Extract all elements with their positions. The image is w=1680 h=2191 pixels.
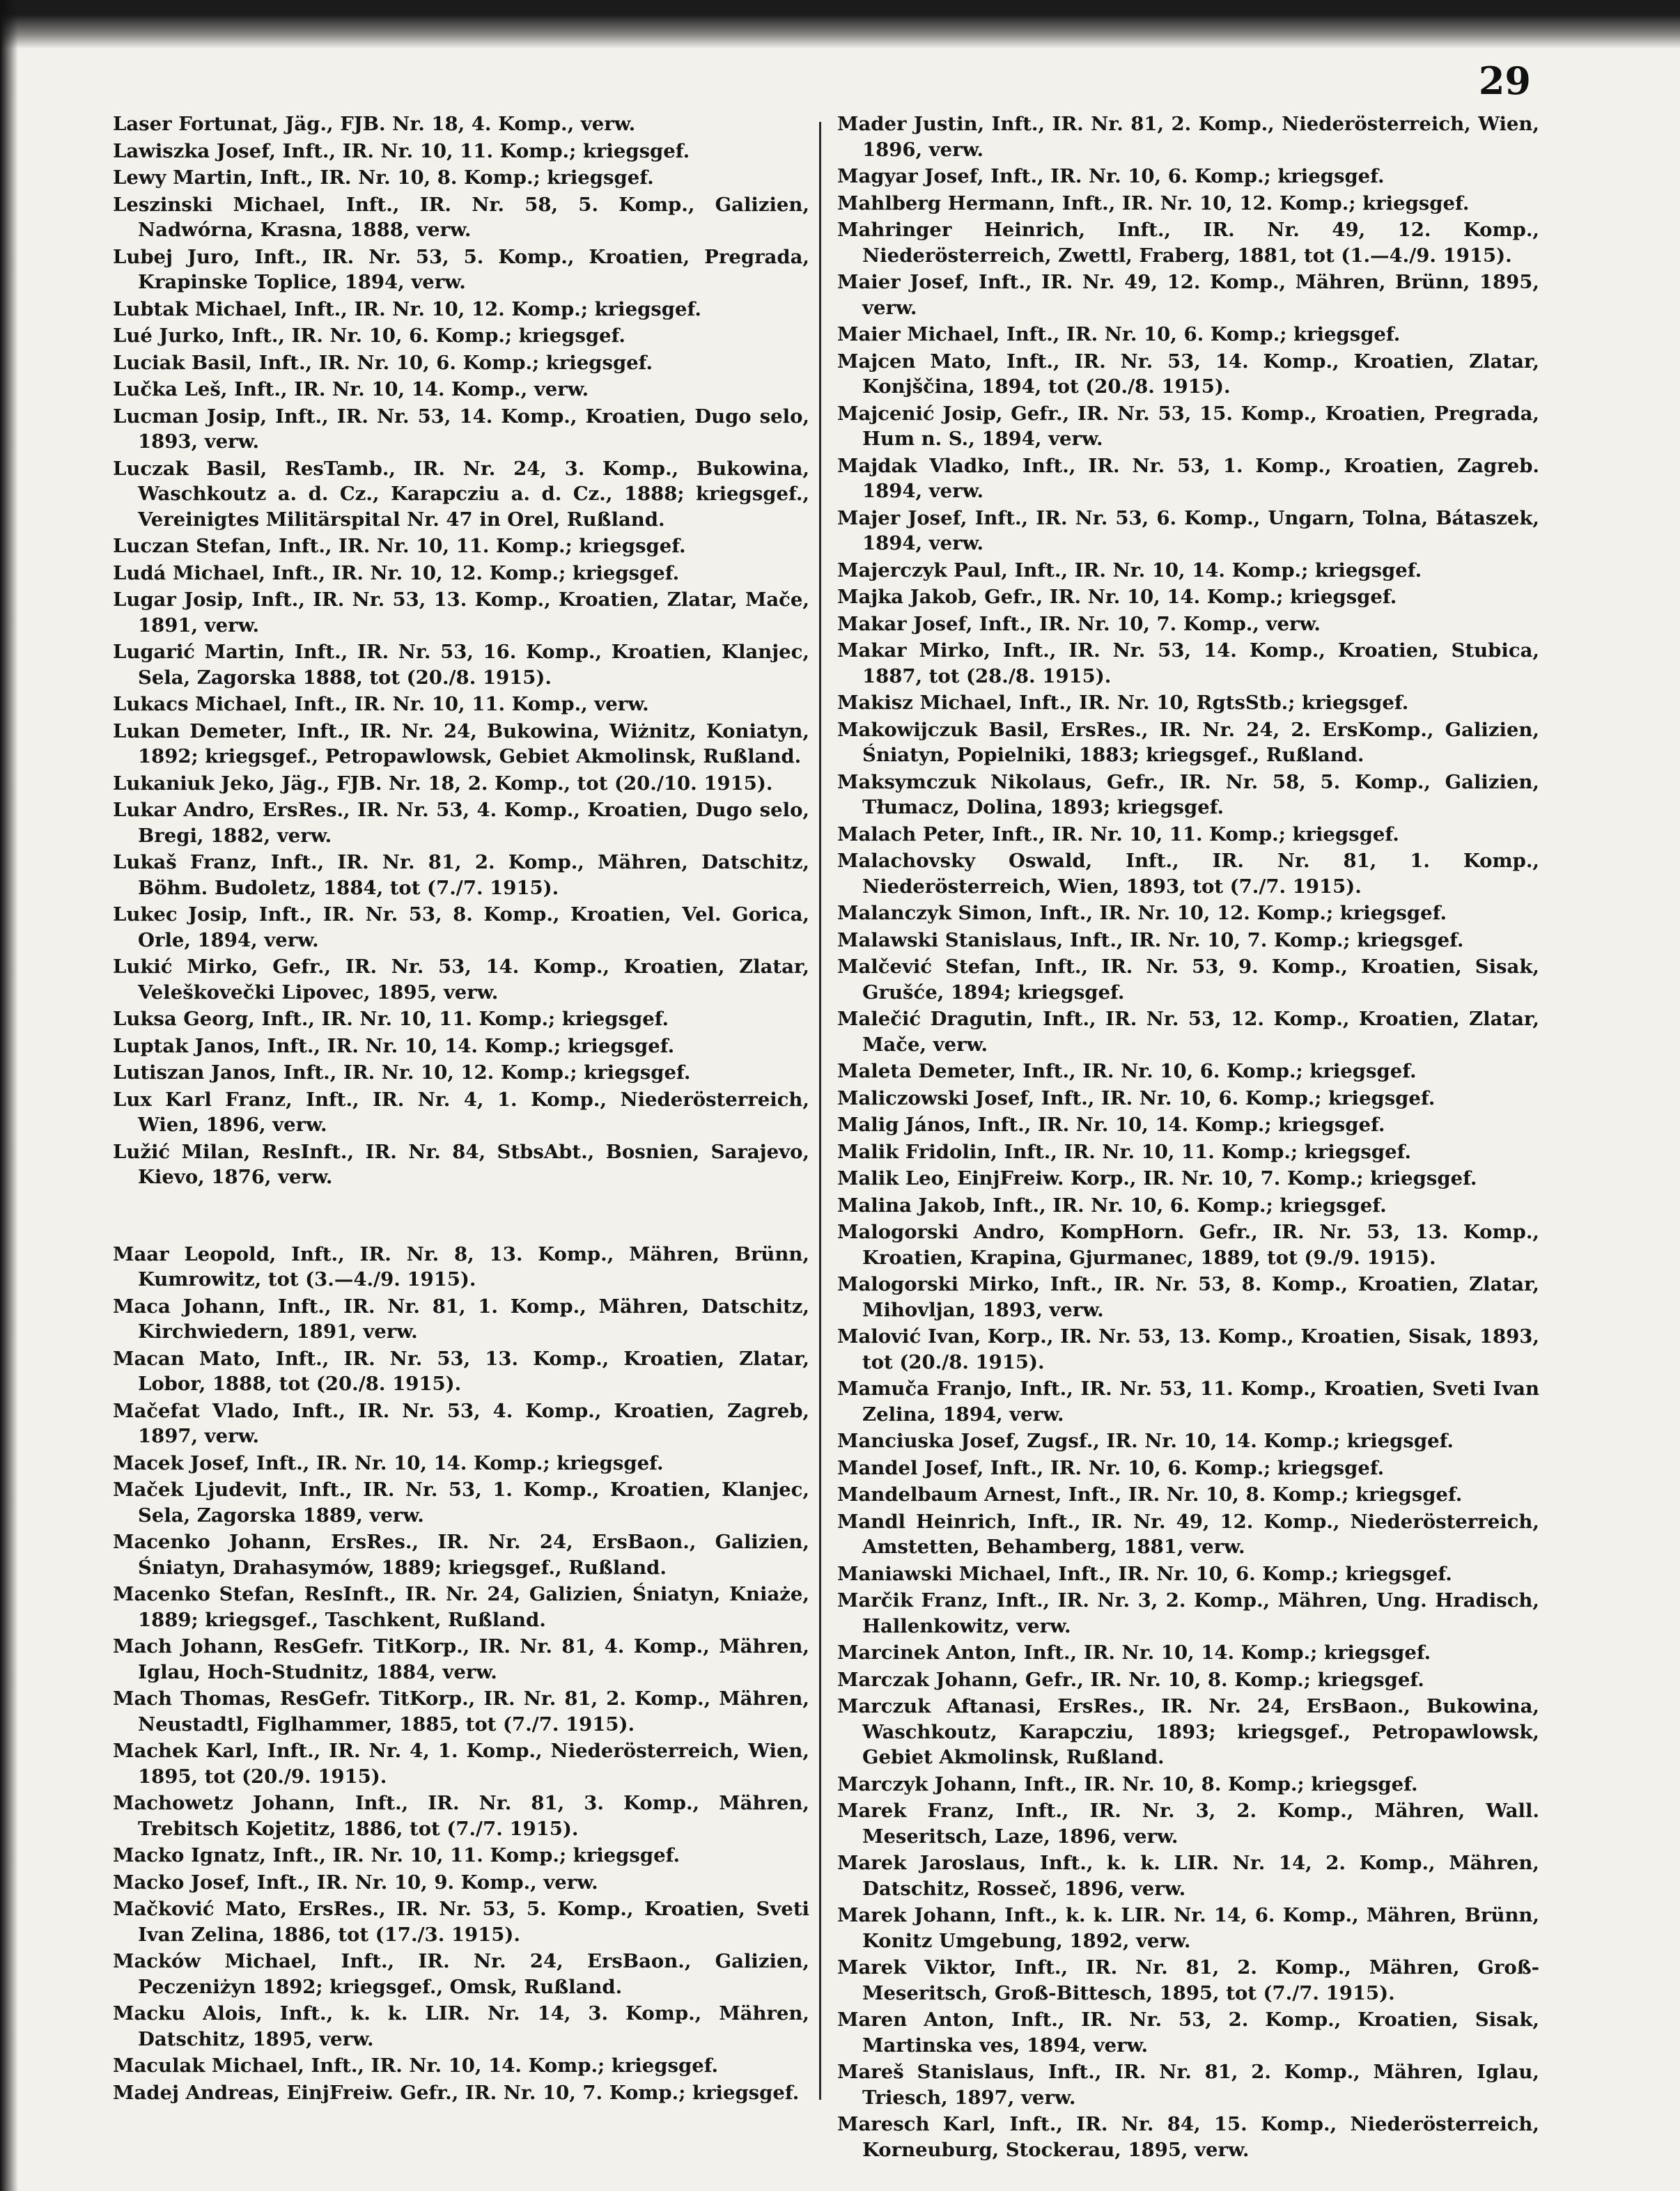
- list-entry: [113, 1398, 809, 1449]
- list-entry: [837, 1112, 1539, 1138]
- list-entry: [837, 1059, 1539, 1084]
- entry-details: Josef, Inft., IR. Nr. 10, 6. Komp.; kriegsgef.: [975, 1086, 1436, 1109]
- list-entry: [113, 1529, 809, 1580]
- list-entry: [837, 1772, 1539, 1798]
- entry-details: Stanislaus, Inft., IR. Nr. 10, 7. Komp.; kriegsgef.: [944, 928, 1464, 951]
- list-entry: [837, 638, 1539, 689]
- entry-details: Johann, Inft., IR. Nr. 81, 1. Komp., Mähren, Datschitz, Kirchwiedern, 1891, verw.: [138, 1295, 809, 1343]
- column-divider: [819, 122, 821, 2100]
- entry-surname: Lukaš: [113, 851, 177, 873]
- entry-surname: Magyar: [837, 165, 918, 187]
- entry-surname: Malig: [837, 1114, 899, 1136]
- entry-surname: Majcenić: [837, 402, 935, 425]
- entry-surname: Makar: [837, 612, 907, 635]
- list-entry: [837, 1588, 1539, 1639]
- entry-details: Stefan, Inft., IR. Nr. 10, 11. Komp.; kriegsgef.: [196, 535, 686, 557]
- entry-surname: Majka: [837, 586, 904, 608]
- entry-surname: Malach: [837, 822, 917, 845]
- entry-surname: Lukec: [113, 903, 178, 926]
- entry-details: Janos, Inft., IR. Nr. 10, 12. Komp.; kriegsgef.: [210, 1061, 691, 1084]
- list-entry: [113, 1242, 809, 1293]
- entry-surname: Luksa: [113, 1008, 177, 1030]
- list-entry: [113, 719, 809, 770]
- entry-details: Alois, Inft., k. k. LIR. Nr. 14, 3. Komp., Mähren, Datschitz, 1895, verw.: [138, 2002, 809, 2050]
- entry-details: Ljudevit, Inft., IR. Nr. 53, 1. Komp., Kroatien, Klanjec, Sela, Zagorska 1889, verw.: [138, 1479, 809, 1527]
- entry-surname: Lugarić: [113, 641, 196, 663]
- entry-details: Oswald, Inft., IR. Nr. 81, 1. Komp., Niederösterreich, Wien, 1893, tot (7./7. 1915).: [862, 850, 1539, 898]
- list-entry: [113, 954, 809, 1005]
- entry-details: Stefan, Inft., IR. Nr. 53, 9. Komp., Kroatien, Sisak, Grušće, 1894; kriegsgef.: [862, 956, 1539, 1004]
- list-entry: [837, 1139, 1539, 1165]
- entry-details: Franz, Inft., IR. Nr. 3, 2. Komp., Mähren, Ung. Hradisch, Hallenkowitz, verw.: [862, 1589, 1540, 1637]
- entry-details: Nikolaus, Gefr., IR. Nr. 58, 5. Komp., Galizien, Tłumacz, Dolina, 1893; kriegsgef.: [862, 770, 1539, 818]
- entry-surname: Mandl: [837, 1510, 905, 1533]
- list-entry: [113, 1087, 809, 1138]
- list-entry: [113, 404, 809, 455]
- entry-surname: Malogorski: [837, 1221, 959, 1243]
- list-entry: [837, 770, 1539, 820]
- page-number: 29: [1478, 59, 1531, 103]
- entry-details: Jurko, Inft., IR. Nr. 10, 6. Komp.; kriegsgef.: [159, 325, 625, 347]
- entry-surname: Mahringer: [837, 219, 952, 241]
- list-entry: [837, 1324, 1539, 1375]
- list-entry: [837, 401, 1539, 452]
- entry-details: Fortunat, Jäg., FJB. Nr. 18, 4. Komp., verw.: [178, 113, 636, 135]
- entry-details: Heinrich, Inft., IR. Nr. 49, 12. Komp., Niederösterreich, Amstetten, Behamberg, 1881, verw.: [862, 1510, 1539, 1558]
- entry-details: Dragutin, Inft., IR. Nr. 53, 12. Komp., Kroatien, Zlatar, Mače, verw.: [862, 1008, 1539, 1056]
- entry-details: Karl, Inft., IR. Nr. 84, 15. Komp., Niederösterreich, Korneuburg, Stockerau, 1895, verw.: [862, 2113, 1539, 2161]
- list-entry: [837, 822, 1539, 848]
- entry-details: Justin, Inft., IR. Nr. 81, 2. Komp., Niederösterreich, Wien, 1896, verw.: [862, 113, 1539, 161]
- entry-surname: Marek: [837, 1904, 907, 1926]
- entry-surname: Malik: [837, 1167, 899, 1190]
- entry-surname: Mader: [837, 113, 907, 135]
- entry-details: Viktor, Inft., IR. Nr. 81, 2. Komp., Mähren, Groß-Meseritsch, Groß-Bittesch, 1895, tot (7./7. 1915).: [862, 1956, 1540, 2004]
- list-entry: [113, 165, 809, 191]
- list-entry: [113, 771, 809, 797]
- entry-surname: Malik: [837, 1140, 899, 1163]
- list-entry: [837, 322, 1539, 348]
- list-entry: [113, 850, 809, 900]
- entry-details: Ivan, Korp., IR. Nr. 53, 13. Komp., Kroatien, Sisak, 1893, tot (20./8. 1915).: [862, 1325, 1539, 1373]
- entry-surname: Luczan: [113, 535, 189, 557]
- list-entry: [113, 244, 809, 295]
- entry-surname: Lubej: [113, 245, 173, 268]
- list-entry: [113, 2001, 809, 2052]
- entry-details: Johann, Gefr., IR. Nr. 10, 8. Komp.; kriegsgef.: [935, 1668, 1424, 1691]
- entry-details: Vlado, Inft., IR. Nr. 53, 4. Komp., Kroatien, Zagreb, 1897, verw.: [138, 1399, 809, 1447]
- list-entry: [837, 191, 1539, 217]
- entry-surname: Malčević: [837, 956, 933, 978]
- entry-surname: Lukan: [113, 719, 180, 742]
- entry-details: Leo, EinjFreiw. Korp., IR. Nr. 10, 7. Komp.; kriegsgef.: [905, 1167, 1477, 1190]
- entry-details: Josef, Inft., IR. Nr. 10, 6. Komp.; kriegsgef.: [924, 1456, 1385, 1479]
- entry-details: Janos, Inft., IR. Nr. 10, 14. Komp.; kriegsgef.: [194, 1034, 675, 1057]
- entry-surname: Maresch: [837, 2113, 930, 2135]
- list-entry: [113, 1139, 809, 1190]
- entry-surname: Marek: [837, 1852, 907, 1874]
- entry-surname: Macku: [113, 2002, 186, 2025]
- entry-details: Andro, KompHorn. Gefr., IR. Nr. 53, 13. Komp., Kroatien, Krapina, Gjurmanec, 1889, tot (9./9. 1915).: [862, 1221, 1539, 1269]
- list-entry: [837, 2112, 1539, 2162]
- entry-surname: Maar: [113, 1242, 169, 1265]
- list-entry: [837, 2059, 1539, 2110]
- entry-surname: Ludá: [113, 561, 166, 584]
- entry-details: Jeko, Jäg., FJB. Nr. 18, 2. Komp., tot (20./10. 1915).: [221, 772, 773, 795]
- entry-details: Josip, Gefr., IR. Nr. 53, 15. Komp., Kroatien, Pregrada, Hum n. S., 1894, verw.: [862, 402, 1539, 450]
- entry-surname: Marczak: [837, 1668, 929, 1691]
- entry-surname: Mandel: [837, 1456, 918, 1479]
- entry-details: Michael, Inft., IR. Nr. 10, 12. Komp.; kriegsgef.: [194, 297, 701, 320]
- list-entry: [837, 349, 1539, 400]
- entry-details: Thomas, ResGefr. TitKorp., IR. Nr. 81, 2. Komp., Mähren, Neustadtl, Figlhammer, 1885, tot (7./7. 1915).: [138, 1687, 809, 1736]
- scan-shadow-left: [0, 0, 18, 2191]
- list-entry: [837, 1219, 1539, 1270]
- list-entry: [113, 139, 809, 164]
- list-entry: [837, 1561, 1539, 1587]
- entry-details: Vladko, Inft., IR. Nr. 53, 1. Komp., Kroatien, Zagreb. 1894, verw.: [862, 454, 1539, 502]
- list-entry: [837, 1955, 1539, 2006]
- list-entry: [113, 1634, 809, 1685]
- list-entry: [113, 350, 809, 376]
- entry-surname: Maliczowski: [837, 1086, 969, 1109]
- entry-surname: Lubtak: [113, 297, 189, 320]
- entry-details: Josip, Inft., IR. Nr. 53, 8. Komp., Kroatien, Vel. Gorica, Orle, 1894, verw.: [138, 903, 809, 951]
- list-entry: [837, 1006, 1539, 1057]
- entry-surname: Maček: [113, 1479, 184, 1501]
- entry-surname: Makisz: [837, 692, 913, 714]
- entries-group-l: [113, 111, 809, 1190]
- entry-surname: Laser: [113, 113, 172, 135]
- entry-surname: Mamuča: [837, 1378, 929, 1400]
- list-entry: [837, 217, 1539, 268]
- entry-details: Martin, Inft., IR. Nr. 10, 8. Komp.; kriegsgef.: [173, 166, 654, 189]
- list-entry: [113, 1451, 809, 1476]
- list-entry: [113, 1006, 809, 1032]
- list-entry: [837, 1798, 1539, 1849]
- entry-details: Basil, ErsRes., IR. Nr. 24, 2. ErsKomp., Galizien, Śniatyn, Popielniki, 1883; kriegsgef., Rußland.: [862, 718, 1539, 766]
- entry-details: Mirko, Inft., IR. Nr. 53, 14. Komp., Kroatien, Stubica, 1887, tot (28./8. 1915).: [862, 639, 1539, 687]
- entry-surname: Makar: [837, 639, 907, 662]
- entry-surname: Mareš: [837, 2061, 904, 2083]
- section-gap: [113, 1192, 809, 1242]
- entry-details: Josef, Inft., IR. Nr. 10, 14. Komp.; kriegsgef.: [190, 1451, 664, 1474]
- entry-surname: Malović: [837, 1325, 921, 1348]
- entry-details: Mirko, Inft., IR. Nr. 53, 8. Komp., Kroatien, Zlatar, Mihovljan, 1893, verw.: [862, 1273, 1540, 1321]
- list-entry: [837, 1456, 1539, 1481]
- list-entry: [113, 1034, 809, 1059]
- entry-surname: Madej: [113, 2081, 179, 2104]
- entry-details: Michael, Inft., IR. Nr. 24, ErsBaon., Galizien, Peczeniżyn 1892; kriegsgef., Omsk, Rußland.: [138, 1950, 809, 1998]
- list-entry: [837, 1272, 1539, 1323]
- list-entry: [113, 192, 809, 243]
- list-entry: [113, 1060, 809, 1086]
- list-entry: [837, 1482, 1539, 1508]
- list-entry: [113, 2080, 809, 2106]
- right-column: [837, 111, 1539, 2164]
- entry-surname: Majerczyk: [837, 559, 947, 582]
- entry-surname: Lukar: [113, 799, 176, 821]
- list-entry: [837, 1086, 1539, 1112]
- list-entry: [113, 1896, 809, 1947]
- list-entry: [837, 690, 1539, 716]
- list-entry: [837, 1694, 1539, 1770]
- entry-surname: Majer: [837, 506, 901, 529]
- entry-details: Josef, Inft., IR. Nr. 10, 6. Komp.; kriegsgef.: [924, 165, 1385, 187]
- list-entry: [113, 1294, 809, 1345]
- entry-details: Mirko, Gefr., IR. Nr. 53, 14. Komp., Kroatien, Zlatar, Veleškovečki Lipovec, 1895, verw.: [138, 956, 809, 1004]
- entry-surname: Maier: [837, 271, 901, 293]
- entry-details: Johann, ResGefr. TitKorp., IR. Nr. 81, 4. Komp., Mähren, Iglau, Hoch-Studnitz, 1884, verw.: [138, 1635, 810, 1683]
- entry-details: Karl, Inft., IR. Nr. 4, 1. Komp., Niederösterreich, Wien, 1895, tot (20./9. 1915).: [138, 1740, 809, 1788]
- entry-details: Michael, Inft., IR. Nr. 10, 11. Komp., verw.: [195, 693, 649, 715]
- entry-details: Josef, Inft., IR. Nr. 49, 12. Komp., Mähren, Brünn, 1895, verw.: [862, 271, 1540, 319]
- entry-details: Michael, Inft., IR. Nr. 10, 12. Komp.; kriegsgef.: [172, 561, 680, 584]
- entry-details: Simon, Inft., IR. Nr. 10, 12. Komp.; kriegsgef.: [958, 902, 1447, 924]
- scan-shadow-top: [0, 0, 1680, 49]
- entry-details: Johann, Inft., IR. Nr. 81, 3. Komp., Mähren, Trebitsch Kojetitz, 1886, tot (7./7. 1915).: [138, 1792, 809, 1840]
- entry-surname: Macko: [113, 1844, 185, 1866]
- list-entry: [113, 1477, 809, 1528]
- entry-details: Anton, Inft., IR. Nr. 53, 2. Komp., Kroatien, Sisak, Martinska ves, 1894, verw.: [862, 2009, 1539, 2057]
- list-entry: [113, 456, 809, 533]
- entry-surname: Lutiszan: [113, 1061, 205, 1084]
- entry-surname: Lukić: [113, 956, 173, 978]
- entry-details: Arnest, Inft., IR. Nr. 10, 8. Komp.; kriegsgef.: [984, 1483, 1463, 1506]
- entry-details: Mato, Inft., IR. Nr. 53, 14. Komp., Kroatien, Zlatar, Konjščina, 1894, tot (20./8. 1915).: [862, 350, 1539, 398]
- entry-details: Georg, Inft., IR. Nr. 10, 11. Komp.; kriegsgef.: [183, 1008, 669, 1030]
- list-entry: [837, 954, 1539, 1005]
- entry-details: Demeter, Inft., IR. Nr. 24, Bukowina, Wiżnitz, Koniatyn, 1892; kriegsgef., Petropawlowsk, Gebiet Akmolinsk, Rußland.: [138, 719, 810, 767]
- entry-details: Josip, Inft., IR. Nr. 53, 13. Komp., Kroatien, Zlatar, Mače, 1891, verw.: [138, 588, 809, 637]
- entry-details: Michael, Inft., IR. Nr. 10, 6. Komp.; kriegsgef.: [907, 323, 1401, 345]
- entry-details: Demeter, Inft., IR. Nr. 10, 6. Komp.; kriegsgef.: [918, 1060, 1417, 1082]
- entry-details: Andro, ErsRes., IR. Nr. 53, 4. Komp., Kroatien, Dugo selo, Bregi, 1882, verw.: [138, 799, 809, 847]
- list-entry: [113, 323, 809, 349]
- entry-surname: Manciuska: [837, 1430, 954, 1452]
- entry-surname: Lucman: [113, 405, 199, 428]
- entry-surname: Lukaniuk: [113, 772, 215, 795]
- entry-surname: Makowijczuk: [837, 718, 978, 741]
- entry-details: Peter, Inft., IR. Nr. 10, 11. Komp.; kriegsgef.: [922, 822, 1399, 845]
- list-entry: [113, 1949, 809, 1999]
- entry-details: Leopold, Inft., IR. Nr. 8, 13. Komp., Mähren, Brünn, Kumrowitz, tot (3.—4./9. 1915).: [138, 1242, 809, 1291]
- entry-surname: Macan: [113, 1347, 185, 1370]
- entry-details: Jakob, Inft., IR. Nr. 10, 6. Komp.; kriegsgef.: [918, 1194, 1387, 1217]
- left-column: [113, 111, 809, 2107]
- entry-details: Mato, ErsRes., IR. Nr. 53, 5. Komp., Kroatien, Sveti Ivan Zelina, 1886, tot (17./3. 1915).: [138, 1898, 809, 1946]
- list-entry: [837, 1428, 1539, 1454]
- entries-group-m: [113, 1242, 809, 2106]
- entry-surname: Maniawski: [837, 1562, 953, 1585]
- entry-surname: Malanczyk: [837, 902, 951, 924]
- list-entry: [837, 611, 1539, 637]
- list-entry: [113, 587, 809, 638]
- entry-surname: Machowetz: [113, 1792, 233, 1814]
- entry-surname: Macenko: [113, 1531, 210, 1553]
- list-entry: [837, 928, 1539, 953]
- entry-details: Josef, Inft., IR. Nr. 10, 11. Komp.; kriegsgef.: [216, 139, 690, 162]
- entry-details: Josip, Inft., IR. Nr. 53, 14. Komp., Kroatien, Dugo selo, 1893, verw.: [138, 405, 809, 453]
- entry-surname: Machek: [113, 1740, 198, 1762]
- entry-surname: Lugar: [113, 588, 176, 611]
- entry-surname: Marczyk: [837, 1772, 928, 1795]
- entry-details: Ignatz, Inft., IR. Nr. 10, 11. Komp.; kriegsgef.: [190, 1844, 680, 1866]
- list-entry: [837, 1850, 1539, 1901]
- list-entry: [837, 900, 1539, 926]
- entry-surname: Mačković: [113, 1898, 215, 1920]
- entry-details: Anton, Inft., IR. Nr. 10, 14. Komp.; kriegsgef.: [946, 1642, 1431, 1664]
- entry-surname: Maculak: [113, 2054, 205, 2077]
- entry-details: Johann, Inft., k. k. LIR. Nr. 14, 6. Komp., Mähren, Brünn, Konitz Umgebung, 1892, verw.: [862, 1904, 1540, 1952]
- entry-surname: Malečić: [837, 1008, 921, 1030]
- entry-details: Hermann, Inft., IR. Nr. 10, 12. Komp.; kriegsgef.: [947, 192, 1470, 215]
- entry-details: Josef, Inft., IR. Nr. 53, 6. Komp., Ungarn, Tolna, Bátaszek, 1894, verw.: [862, 506, 1540, 554]
- list-entry: [837, 584, 1539, 610]
- list-entry: [113, 377, 809, 403]
- entry-details: Johann, ErsRes., IR. Nr. 24, ErsBaon., Galizien, Śniatyn, Drahasymów, 1889; kriegsgef., Rußland.: [138, 1531, 809, 1579]
- list-entry: [837, 1640, 1539, 1666]
- list-entry: [113, 1346, 809, 1397]
- entry-details: Basil, ResTamb., IR. Nr. 24, 3. Komp., Bukowina, Waschkoutz a. d. Cz., Karapcziu a. d. Cz., 1888; kriegsgef., Vereinigtes Militärspital Nr. 47 in Orel, Rußland.: [138, 457, 809, 531]
- list-entry: [113, 297, 809, 322]
- entry-details: Juro, Inft., IR. Nr. 53, 5. Komp., Kroatien, Pregrada, Krapinske Toplice, 1894, verw.: [138, 245, 809, 293]
- entry-surname: Lužić: [113, 1140, 171, 1163]
- entry-surname: Lux: [113, 1088, 152, 1111]
- entry-surname: Lukacs: [113, 693, 189, 715]
- entry-surname: Maren: [837, 2009, 908, 2031]
- entry-details: Michael, Inft., IR. Nr. 10, 14. Komp.; kriegsgef.: [211, 2054, 719, 2077]
- entries-group-right: [837, 111, 1539, 2162]
- entry-surname: Leszinski: [113, 193, 213, 216]
- entry-surname: Macko: [113, 1871, 185, 1894]
- list-entry: [113, 561, 809, 586]
- entry-details: Leš, Inft., IR. Nr. 10, 14. Komp., verw.: [184, 378, 589, 400]
- list-entry: [837, 2007, 1539, 2058]
- entry-details: Paul, Inft., IR. Nr. 10, 14. Komp.; kriegsgef.: [954, 559, 1422, 582]
- list-entry: [837, 1509, 1539, 1560]
- entry-details: Michael, Inft., IR. Nr. 10, RgtsStb.; kriegsgef.: [919, 692, 1409, 714]
- list-entry: [113, 797, 809, 848]
- entry-details: Stanislaus, Inft., IR. Nr. 81, 2. Komp., Mähren, Iglau, Triesch, 1897, verw.: [862, 2061, 1539, 2109]
- entry-details: Fridolin, Inft., IR. Nr. 10, 11. Komp.; kriegsgef.: [905, 1140, 1412, 1163]
- entry-details: Josef, Inft., IR. Nr. 10, 9. Komp., verw.: [190, 1871, 598, 1894]
- entry-details: Jakob, Gefr., IR. Nr. 10, 14. Komp.; kriegsgef.: [910, 586, 1397, 608]
- list-entry: [837, 453, 1539, 504]
- entry-details: Andreas, EinjFreiw. Gefr., IR. Nr. 10, 7. Komp.; kriegsgef.: [185, 2081, 800, 2104]
- entry-surname: Lué: [113, 325, 153, 347]
- entry-surname: Lawiszka: [113, 139, 210, 162]
- entry-surname: Mandelbaum: [837, 1483, 978, 1506]
- list-entry: [837, 848, 1539, 899]
- entry-surname: Majdak: [837, 454, 917, 477]
- entry-surname: Mach: [113, 1635, 172, 1658]
- entry-surname: Luczak: [113, 457, 189, 480]
- entry-surname: Mahlberg: [837, 192, 942, 215]
- list-entry: [113, 2053, 809, 2079]
- list-entry: [837, 1166, 1539, 1192]
- list-entry: [837, 1667, 1539, 1693]
- entry-details: Michael, Inft., IR. Nr. 58, 5. Komp., Galizien, Nadwórna, Krasna, 1888, verw.: [138, 193, 809, 241]
- list-entry: [837, 111, 1539, 162]
- list-entry: [837, 506, 1539, 556]
- entry-surname: Lewy: [113, 166, 166, 189]
- entry-details: Franjo, Inft., IR. Nr. 53, 11. Komp., Kroatien, Sveti Ivan Zelina, 1894, verw.: [862, 1378, 1539, 1426]
- entry-details: Franz, Inft., IR. Nr. 3, 2. Komp., Mähren, Wall. Meseritsch, Laze, 1896, verw.: [862, 1800, 1539, 1848]
- entry-surname: Luptak: [113, 1034, 189, 1057]
- entry-surname: Marek: [837, 1800, 907, 1822]
- entry-surname: Maier: [837, 323, 901, 345]
- entry-surname: Majcen: [837, 350, 916, 373]
- entry-surname: Malawski: [837, 928, 939, 951]
- list-entry: [113, 639, 809, 690]
- entry-details: Michael, Inft., IR. Nr. 10, 6. Komp.; kriegsgef.: [958, 1562, 1452, 1585]
- entry-details: Basil, Inft., IR. Nr. 10, 6. Komp.; kriegsgef.: [191, 351, 653, 374]
- entry-surname: Malachovsky: [837, 850, 976, 872]
- entry-surname: Lučka: [113, 378, 178, 400]
- entry-surname: Macek: [113, 1451, 184, 1474]
- list-entry: [113, 692, 809, 717]
- entry-surname: Malina: [837, 1194, 912, 1217]
- entry-surname: Luciak: [113, 351, 185, 374]
- entry-surname: Mach: [113, 1687, 172, 1710]
- list-entry: [837, 1376, 1539, 1427]
- entry-surname: Maca: [113, 1295, 171, 1318]
- entry-details: Jaroslaus, Inft., k. k. LIR. Nr. 14, 2. Komp., Mähren, Datschitz, Rosseč, 1896, verw.: [862, 1852, 1539, 1900]
- entry-details: Johann, Inft., IR. Nr. 10, 8. Komp.; kriegsgef.: [934, 1772, 1418, 1795]
- list-entry: [837, 270, 1539, 320]
- entry-details: Josef, Inft., IR. Nr. 10, 7. Komp., verw.: [913, 612, 1321, 635]
- list-entry: [113, 533, 809, 559]
- entry-surname: Macenko: [113, 1583, 210, 1605]
- list-entry: [113, 1843, 809, 1869]
- entry-surname: Mačefat: [113, 1399, 200, 1422]
- entry-surname: Malogorski: [837, 1273, 959, 1295]
- entry-surname: Maleta: [837, 1060, 912, 1082]
- entry-surname: Marczuk: [837, 1695, 931, 1717]
- entry-details: Milan, ResInft., IR. Nr. 84, StbsAbt., Bosnien, Sarajevo, Kievo, 1876, verw.: [138, 1140, 809, 1188]
- list-entry: [837, 558, 1539, 584]
- entry-surname: Marcinek: [837, 1642, 940, 1664]
- entry-details: Mato, Inft., IR. Nr. 53, 13. Komp., Kroatien, Zlatar, Lobor, 1888, tot (20./8. 1915).: [138, 1347, 810, 1395]
- list-entry: [837, 1903, 1539, 1954]
- entry-surname: Marek: [837, 1956, 907, 1979]
- list-entry: [113, 1870, 809, 1896]
- entry-details: Josef, Zugsf., IR. Nr. 10, 14. Komp.; kriegsgef.: [960, 1430, 1454, 1452]
- list-entry: [113, 111, 809, 137]
- list-entry: [837, 717, 1539, 768]
- entry-details: Aftanasi, ErsRes., IR. Nr. 24, ErsBaon., Bukowina, Waschkoutz, Karapcziu, 1893; kriegsgef., Petropawlowsk, Gebiet Akmolinsk, Rußland.: [862, 1695, 1539, 1768]
- entry-details: János, Inft., IR. Nr. 10, 14. Komp.; kriegsgef.: [905, 1114, 1385, 1136]
- list-entry: [837, 164, 1539, 189]
- list-entry: [113, 902, 809, 953]
- entry-details: Karl Franz, Inft., IR. Nr. 4, 1. Komp., Niederösterreich, Wien, 1896, verw.: [138, 1088, 809, 1136]
- entry-details: Franz, Inft., IR. Nr. 81, 2. Komp., Mähren, Datschitz, Böhm. Budoletz, 1884, tot (7./7. 1915).: [138, 851, 810, 899]
- entry-details: Martin, Inft., IR. Nr. 53, 16. Komp., Kroatien, Klanjec, Sela, Zagorska 1888, tot (20./8. 1915).: [138, 641, 809, 689]
- list-entry: [837, 1193, 1539, 1219]
- list-entry: [113, 1582, 809, 1632]
- list-entry: [113, 1686, 809, 1737]
- entry-details: Stefan, ResInft., IR. Nr. 24, Galizien, Śniatyn, Kniaże, 1889; kriegsgef., Taschkent, Rußland.: [138, 1583, 809, 1631]
- entry-surname: Macków: [113, 1950, 201, 1972]
- entry-surname: Marčik: [837, 1589, 913, 1612]
- list-entry: [113, 1738, 809, 1789]
- list-entry: [113, 1791, 809, 1841]
- entry-details: Heinrich, Inft., IR. Nr. 49, 12. Komp., Niederösterreich, Zwettl, Fraberg, 1881, tot (1.—4./9. 1915).: [862, 219, 1539, 267]
- entry-surname: Maksymczuk: [837, 770, 977, 793]
